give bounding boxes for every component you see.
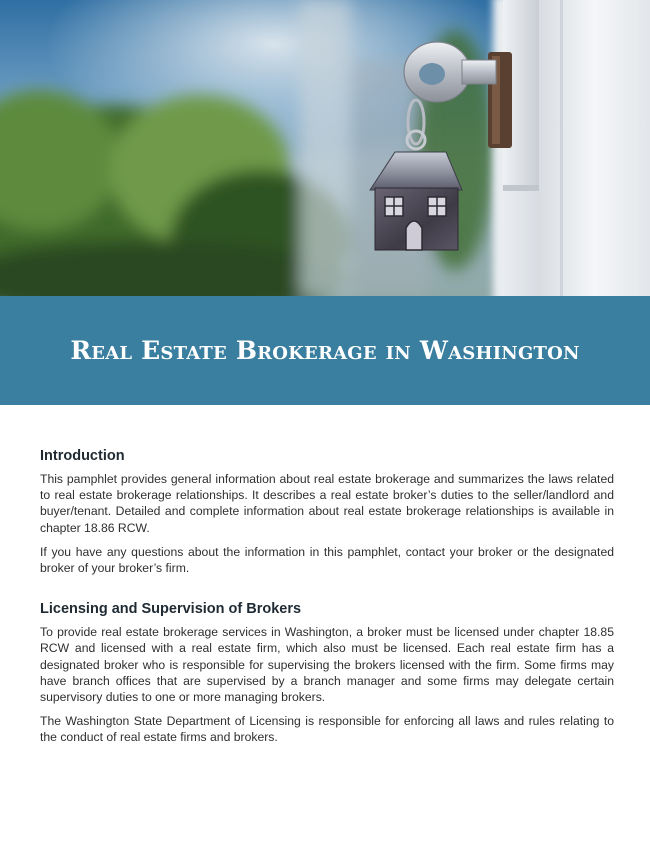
section-heading: Introduction: [40, 448, 125, 464]
section-heading: Licensing and Supervision of Brokers: [40, 601, 302, 618]
page-title: Real Estate Brokerage in Washington: [70, 336, 580, 365]
house-key-photo: [0, 0, 650, 296]
title-banner: [0, 296, 650, 405]
paragraph: The Washington State Department of Licensing is responsible for enforcing all laws and rules relating to the conduct of real estate firms and brokers.: [40, 714, 614, 745]
main-content: [40, 448, 614, 754]
hero-photo: [0, 0, 650, 296]
paragraph: To provide real estate brokerage services in Washington, a broker must be licensed under chapter 18.85 RCW and licensed with a real estate firm, which also must be licensed. Each real estate firm has a designated broker who is responsible for supervising the brokers licensed with the firm. Some firms may have branch offices that are supervised by a branch manager and some firms may delegate certain supervisory duties to one or more managing brokers.: [40, 625, 614, 705]
paragraph: This pamphlet provides general information about real estate brokerage and summarizes the laws related to real estate brokerage relationships. It describes a real estate broker’s duties to the seller/landlord and buyer/tenant. Detailed and complete information about real estate brokerage relationships is available in chapter 18.86 RCW.: [40, 472, 614, 535]
paragraph: If you have any questions about the information in this pamphlet, contact your broker or the designated broker of your broker’s firm.: [40, 544, 614, 576]
section-licensing-and-supervision: [40, 601, 614, 745]
section-introduction: [40, 448, 614, 576]
